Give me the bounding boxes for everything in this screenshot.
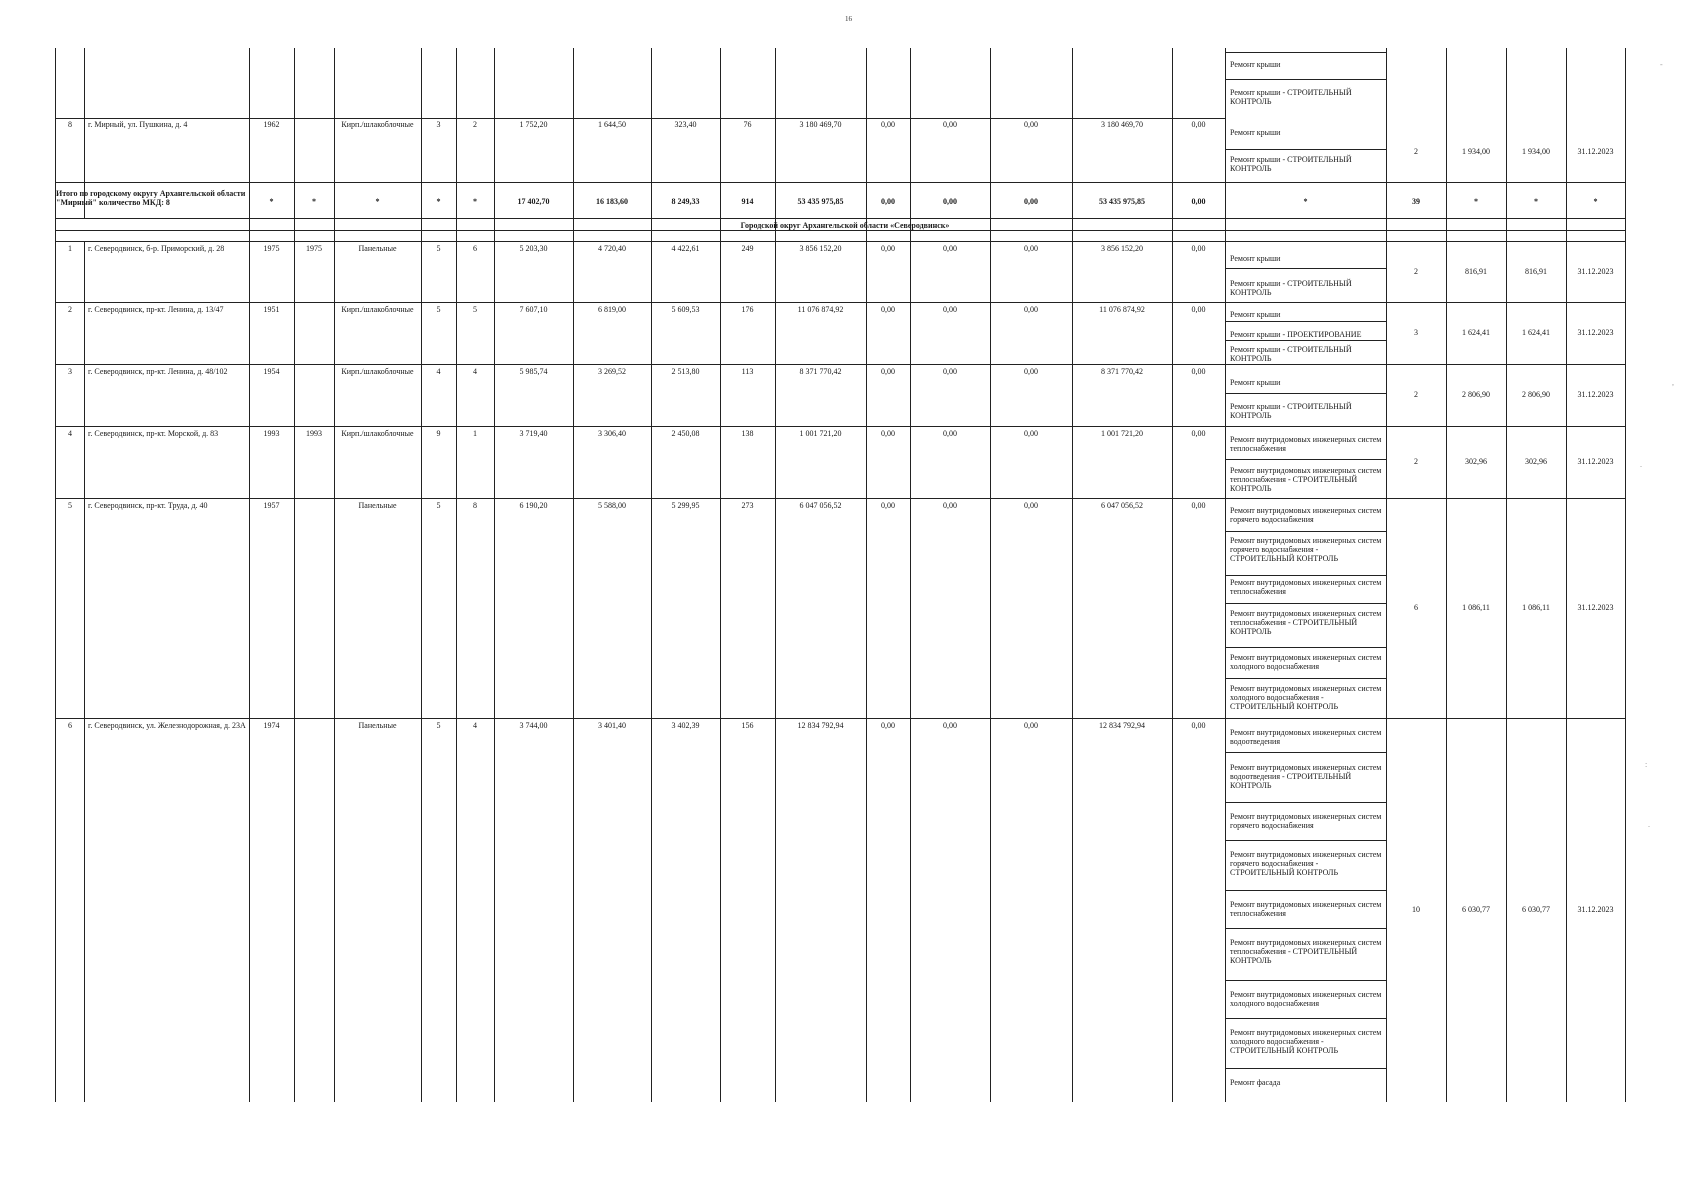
work-count: 2 (1414, 390, 1418, 399)
unit-cost-max: 816,91 (1525, 267, 1547, 276)
floors: 9 (436, 429, 441, 438)
work-item: Ремонт внутридомовых инженерных систем горячего водоснабжения - СТРОИТЕЛЬНЫЙ КОНТРОЛЬ (1230, 850, 1382, 877)
work-divider (1225, 840, 1386, 841)
year-built: 1954 (263, 367, 280, 376)
work-item: Ремонт внутридомовых инженерных систем горячего водоснабжения (1230, 506, 1382, 524)
row-number: 3 (68, 367, 72, 376)
column-divider (249, 48, 250, 1102)
work-divider (1225, 52, 1386, 53)
column-divider (84, 241, 85, 1102)
column-divider (910, 48, 911, 1102)
unit-cost: 302,96 (1465, 457, 1487, 466)
column-divider (1566, 48, 1567, 1102)
total-s2: * (1534, 197, 1538, 206)
column-divider (421, 48, 422, 1102)
area-total: 1 752,20 (519, 120, 548, 129)
address: г. Северодвинск, пр-кт. Ленина, д. 48/102 (88, 367, 228, 376)
column-divider (866, 48, 867, 1102)
work-divider (1225, 79, 1386, 80)
work-divider (1225, 393, 1386, 394)
work-count: 10 (1412, 905, 1420, 914)
cost-other: 0,00 (1191, 429, 1206, 438)
total-area-living: 16 183,60 (596, 197, 628, 206)
cost-owners: 8 371 770,42 (1101, 367, 1143, 376)
column-divider (990, 48, 991, 1102)
residents: 176 (741, 305, 754, 314)
year-built: 1962 (263, 120, 280, 129)
work-divider (1225, 647, 1386, 648)
cost-budget: 0,00 (943, 244, 957, 253)
area-living: 5 588,00 (598, 501, 626, 510)
cost-budget: 0,00 (943, 305, 957, 314)
residents: 138 (741, 429, 754, 438)
year-built: 1993 (263, 429, 280, 438)
total-wall: * (375, 197, 380, 206)
total-works: * (1303, 197, 1308, 206)
floors: 5 (436, 501, 441, 510)
residents: 113 (741, 367, 754, 376)
area-residential: 323,40 (674, 120, 697, 129)
cost-fund: 0,00 (881, 721, 895, 730)
cost-owners: 3 856 152,20 (1101, 244, 1143, 253)
work-count: 6 (1414, 603, 1418, 612)
cost-local: 0,00 (1024, 305, 1038, 314)
row-number: 5 (68, 501, 72, 510)
work-item: Ремонт крыши - СТРОИТЕЛЬНЫЙ КОНТРОЛЬ (1230, 279, 1352, 297)
work-divider (1225, 321, 1386, 322)
work-item: Ремонт крыши (1230, 128, 1281, 137)
row-divider (55, 364, 1625, 365)
work-item: Ремонт внутридомовых инженерных систем теплоснабжения (1230, 578, 1382, 596)
row-number: 6 (68, 721, 72, 730)
cost-owners: 3 180 469,70 (1101, 120, 1143, 129)
cost-local: 0,00 (1024, 501, 1038, 510)
area-total: 3 744,00 (519, 721, 548, 730)
year-built: 1974 (263, 721, 280, 730)
cost-fund: 0,00 (881, 429, 895, 438)
unit-cost: 1 086,11 (1462, 603, 1490, 612)
area-residential: 5 299,95 (671, 501, 700, 510)
scan-mark: - (1660, 60, 1663, 69)
area-residential: 2 513,80 (671, 367, 700, 376)
total-residents: 914 (741, 197, 754, 206)
entrances: 5 (473, 305, 477, 314)
total-c5: 0,00 (1191, 197, 1206, 206)
area-living: 6 819,00 (598, 305, 626, 314)
area-residential: 4 422,61 (671, 244, 700, 253)
unit-cost-max: 6 030,77 (1522, 905, 1550, 914)
cost-total: 6 047 056,52 (799, 501, 842, 510)
work-item: Ремонт крыши (1230, 60, 1281, 69)
wall-material: Кирп./шлакоблочные (341, 120, 414, 129)
address: г. Мирный, ул. Пушкина, д. 4 (88, 120, 188, 129)
work-item: Ремонт крыши - СТРОИТЕЛЬНЫЙ КОНТРОЛЬ (1230, 402, 1352, 420)
column-divider (1386, 48, 1387, 1102)
work-item: Ремонт крыши (1230, 254, 1281, 263)
year-renovation: 1993 (306, 429, 322, 438)
year-built: 1975 (263, 244, 280, 253)
cost-fund: 0,00 (881, 501, 895, 510)
column-divider (651, 48, 652, 1102)
work-item: Ремонт внутридомовых инженерных систем горячего водоснабжения (1230, 812, 1382, 830)
column-divider (494, 48, 495, 1102)
cost-budget: 0,00 (943, 429, 957, 438)
cost-budget: 0,00 (943, 367, 957, 376)
total-c4: 53 435 975,85 (1099, 197, 1145, 206)
wall-material: Кирп./шлакоблочные (341, 429, 414, 438)
row-divider (55, 182, 1625, 183)
total-cost: 53 435 975,85 (797, 197, 844, 206)
residents: 156 (741, 721, 754, 730)
total-year-renov: * (312, 197, 316, 206)
total-year-built: * (269, 197, 274, 206)
row-divider (55, 426, 1625, 427)
area-living: 3 306,40 (598, 429, 626, 438)
work-item: Ремонт фасада (1230, 1078, 1281, 1087)
column-divider (456, 48, 457, 1102)
entrances: 4 (473, 367, 477, 376)
cost-fund: 0,00 (881, 305, 895, 314)
address: г. Северодвинск, б-р. Приморский, д. 28 (88, 244, 225, 253)
area-total: 5 203,30 (519, 244, 548, 253)
cost-other: 0,00 (1191, 244, 1206, 253)
column-divider (334, 48, 335, 1102)
residents: 249 (741, 244, 754, 253)
cost-total: 3 856 152,20 (799, 244, 842, 253)
cost-total: 12 834 792,94 (797, 721, 844, 730)
unit-cost: 6 030,77 (1462, 905, 1490, 914)
area-residential: 5 609,53 (671, 305, 700, 314)
cost-local: 0,00 (1024, 120, 1038, 129)
floors: 5 (436, 305, 441, 314)
work-divider (1225, 752, 1386, 753)
wall-material: Кирп./шлакоблочные (341, 367, 414, 376)
work-item: Ремонт внутридомовых инженерных систем теплоснабжения - СТРОИТЕЛЬНЫЙ КОНТРОЛЬ (1230, 938, 1382, 965)
row-divider (55, 118, 1225, 119)
address: г. Северодвинск, пр-кт. Морской, д. 83 (88, 429, 219, 438)
row-divider (55, 718, 1625, 719)
work-item: Ремонт внутридомовых инженерных систем водоотведения - СТРОИТЕЛЬНЫЙ КОНТРОЛЬ (1230, 763, 1382, 790)
entrances: 1 (473, 429, 477, 438)
address: г. Северодвинск, пр-кт. Труда, д. 40 (88, 501, 208, 510)
total-c3: 0,00 (1024, 197, 1038, 206)
area-living: 3 269,52 (598, 367, 626, 376)
column-divider (1625, 48, 1626, 1102)
column-divider (1506, 48, 1507, 1102)
work-item: Ремонт внутридомовых инженерных систем теплоснабжения (1230, 435, 1382, 453)
work-item: Ремонт внутридомовых инженерных систем холодного водоснабжения (1230, 653, 1382, 671)
deadline: 31.12.2023 (1577, 457, 1614, 466)
work-item: Ремонт крыши - СТРОИТЕЛЬНЫЙ КОНТРОЛЬ (1230, 88, 1352, 106)
work-item: Ремонт крыши (1230, 310, 1281, 319)
work-divider (1225, 802, 1386, 803)
work-divider (1225, 268, 1386, 269)
row-number: 2 (68, 305, 72, 314)
cost-budget: 0,00 (943, 501, 957, 510)
area-total: 3 719,40 (519, 429, 548, 438)
work-divider (1225, 1068, 1386, 1069)
floors: 4 (436, 367, 441, 376)
column-divider (294, 48, 295, 1102)
cost-total: 1 001 721,20 (799, 429, 842, 438)
work-divider (1225, 1018, 1386, 1019)
scan-mark: . (1648, 820, 1650, 829)
work-count: 2 (1414, 267, 1418, 276)
unit-cost: 2 806,90 (1462, 390, 1490, 399)
cost-total: 3 180 469,70 (799, 120, 842, 129)
column-divider (573, 48, 574, 1102)
column-divider (775, 48, 776, 1102)
row-divider (55, 230, 1625, 231)
wall-material: Панельные (358, 721, 397, 730)
row-divider (55, 302, 1625, 303)
work-item: Ремонт внутридомовых инженерных систем водоотведения (1230, 728, 1382, 746)
floors: 3 (436, 120, 441, 129)
wall-material: Панельные (358, 244, 397, 253)
work-item: Ремонт крыши (1230, 378, 1281, 387)
cost-other: 0,00 (1191, 721, 1206, 730)
work-divider (1225, 928, 1386, 929)
work-item: Ремонт внутридомовых инженерных систем горячего водоснабжения - СТРОИТЕЛЬНЫЙ КОНТРОЛЬ (1230, 536, 1382, 563)
work-item: Ремонт крыши - СТРОИТЕЛЬНЫЙ КОНТРОЛЬ (1230, 155, 1352, 173)
cost-owners: 11 076 874,92 (1099, 305, 1145, 314)
cost-budget: 0,00 (943, 120, 957, 129)
work-item: Ремонт внутридомовых инженерных систем теплоснабжения - СТРОИТЕЛЬНЫЙ КОНТРОЛЬ (1230, 609, 1382, 636)
residents: 273 (741, 501, 754, 510)
total-deadline: * (1593, 197, 1598, 206)
floors: 5 (436, 721, 441, 730)
cost-owners: 12 834 792,94 (1099, 721, 1145, 730)
deadline: 31.12.2023 (1577, 603, 1614, 612)
column-divider (1072, 48, 1073, 1102)
cost-local: 0,00 (1024, 244, 1038, 253)
area-residential: 3 402,39 (671, 721, 700, 730)
residents: 76 (743, 120, 752, 129)
scan-mark: . (1640, 460, 1642, 469)
cost-fund: 0,00 (881, 120, 895, 129)
deadline: 31.12.2023 (1577, 328, 1614, 337)
row-divider (55, 218, 1625, 219)
work-divider (1225, 678, 1386, 679)
area-living: 4 720,40 (598, 244, 626, 253)
address: г. Северодвинск, пр-кт. Ленина, д. 13/47 (88, 305, 224, 314)
cost-fund: 0,00 (881, 367, 895, 376)
work-divider (1225, 340, 1386, 341)
deadline: 31.12.2023 (1577, 267, 1614, 276)
wall-material: Панельные (358, 501, 397, 510)
total-work-count: 39 (1412, 197, 1420, 206)
unit-cost: 1 624,41 (1462, 328, 1490, 337)
work-divider (1225, 603, 1386, 604)
total-c1: 0,00 (881, 197, 895, 206)
work-item: Ремонт внутридомовых инженерных систем холодного водоснабжения - СТРОИТЕЛЬНЫЙ КОНТРОЛЬ (1230, 684, 1382, 711)
work-divider (1225, 575, 1386, 576)
entrances: 2 (473, 120, 477, 129)
cost-total: 8 371 770,42 (799, 367, 842, 376)
total-area-res: 8 249,33 (671, 197, 700, 206)
total-label: Итого по городскому округу Архангельской области "Мирный" количество МКД: 8 (56, 189, 246, 207)
cost-other: 0,00 (1191, 367, 1206, 376)
work-divider (1225, 890, 1386, 891)
work-divider (1225, 459, 1386, 460)
work-item: Ремонт внутридомовых инженерных систем теплоснабжения (1230, 900, 1382, 918)
deadline: 31.12.2023 (1577, 905, 1614, 914)
row-divider (55, 241, 1625, 242)
work-item: Ремонт внутридомовых инженерных систем холодного водоснабжения - СТРОИТЕЛЬНЫЙ КОНТРОЛЬ (1230, 1028, 1382, 1055)
total-c2: 0,00 (943, 197, 957, 206)
cost-local: 0,00 (1024, 429, 1038, 438)
work-divider (1225, 149, 1386, 150)
page-number: 16 (845, 15, 852, 23)
cost-budget: 0,00 (943, 721, 957, 730)
row-number: 4 (68, 429, 72, 438)
cost-other: 0,00 (1191, 305, 1206, 314)
column-divider (1172, 48, 1173, 1102)
deadline: 31.12.2023 (1577, 390, 1614, 399)
work-divider (1225, 980, 1386, 981)
area-total: 6 190,20 (519, 501, 548, 510)
work-count: 2 (1414, 147, 1418, 156)
year-built: 1957 (263, 501, 280, 510)
area-living: 1 644,50 (598, 120, 626, 129)
entrances: 4 (473, 721, 477, 730)
row-number: 1 (68, 244, 72, 253)
entrances: 6 (473, 244, 477, 253)
row-divider (55, 498, 1625, 499)
cost-owners: 6 047 056,52 (1101, 501, 1143, 510)
cost-fund: 0,00 (881, 244, 895, 253)
unit-cost-max: 1 624,41 (1522, 328, 1550, 337)
address: г. Северодвинск, ул. Железнодорожная, д. 23А (88, 721, 246, 730)
work-item: Ремонт внутридомовых инженерных систем холодного водоснабжения (1230, 990, 1382, 1008)
cost-owners: 1 001 721,20 (1101, 429, 1143, 438)
entrances: 8 (473, 501, 477, 510)
row-number: 8 (68, 120, 72, 129)
unit-cost-max: 1 934,00 (1522, 147, 1550, 156)
column-divider (1446, 48, 1447, 1102)
scan-mark: , (1672, 378, 1674, 387)
cost-local: 0,00 (1024, 367, 1038, 376)
cost-other: 0,00 (1191, 120, 1206, 129)
cost-local: 0,00 (1024, 721, 1038, 730)
scan-mark: : (1645, 760, 1648, 769)
year-built: 1951 (263, 305, 280, 314)
floors: 5 (436, 244, 441, 253)
work-item: Ремонт крыши - СТРОИТЕЛЬНЫЙ КОНТРОЛЬ (1230, 345, 1352, 363)
year-renovation: 1975 (306, 244, 322, 253)
total-floors: * (436, 197, 441, 206)
cost-total: 11 076 874,92 (797, 305, 844, 314)
work-count: 3 (1414, 328, 1418, 337)
total-s1: * (1474, 197, 1478, 206)
work-item: Ремонт крыши - ПРОЕКТИРОВАНИЕ (1230, 330, 1362, 339)
total-entrances: * (473, 197, 477, 206)
area-total: 5 985,74 (519, 367, 548, 376)
unit-cost: 816,91 (1465, 267, 1487, 276)
area-living: 3 401,40 (598, 721, 626, 730)
column-divider (720, 48, 721, 1102)
work-count: 2 (1414, 457, 1418, 466)
deadline: 31.12.2023 (1577, 147, 1614, 156)
section-title: Городской округ Архангельской области «Северодвинск» (740, 221, 950, 230)
wall-material: Кирп./шлакоблочные (341, 305, 414, 314)
unit-cost-max: 2 806,90 (1522, 390, 1550, 399)
cost-other: 0,00 (1191, 501, 1206, 510)
area-residential: 2 450,08 (671, 429, 700, 438)
area-total: 7 607,10 (519, 305, 548, 314)
total-area-total: 17 402,70 (517, 197, 550, 206)
unit-cost: 1 934,00 (1462, 147, 1490, 156)
unit-cost-max: 302,96 (1525, 457, 1547, 466)
unit-cost-max: 1 086,11 (1522, 603, 1550, 612)
work-divider (1225, 531, 1386, 532)
work-item: Ремонт внутридомовых инженерных систем теплоснабжения - СТРОИТЕЛЬНЫЙ КОНТРОЛЬ (1230, 466, 1382, 493)
